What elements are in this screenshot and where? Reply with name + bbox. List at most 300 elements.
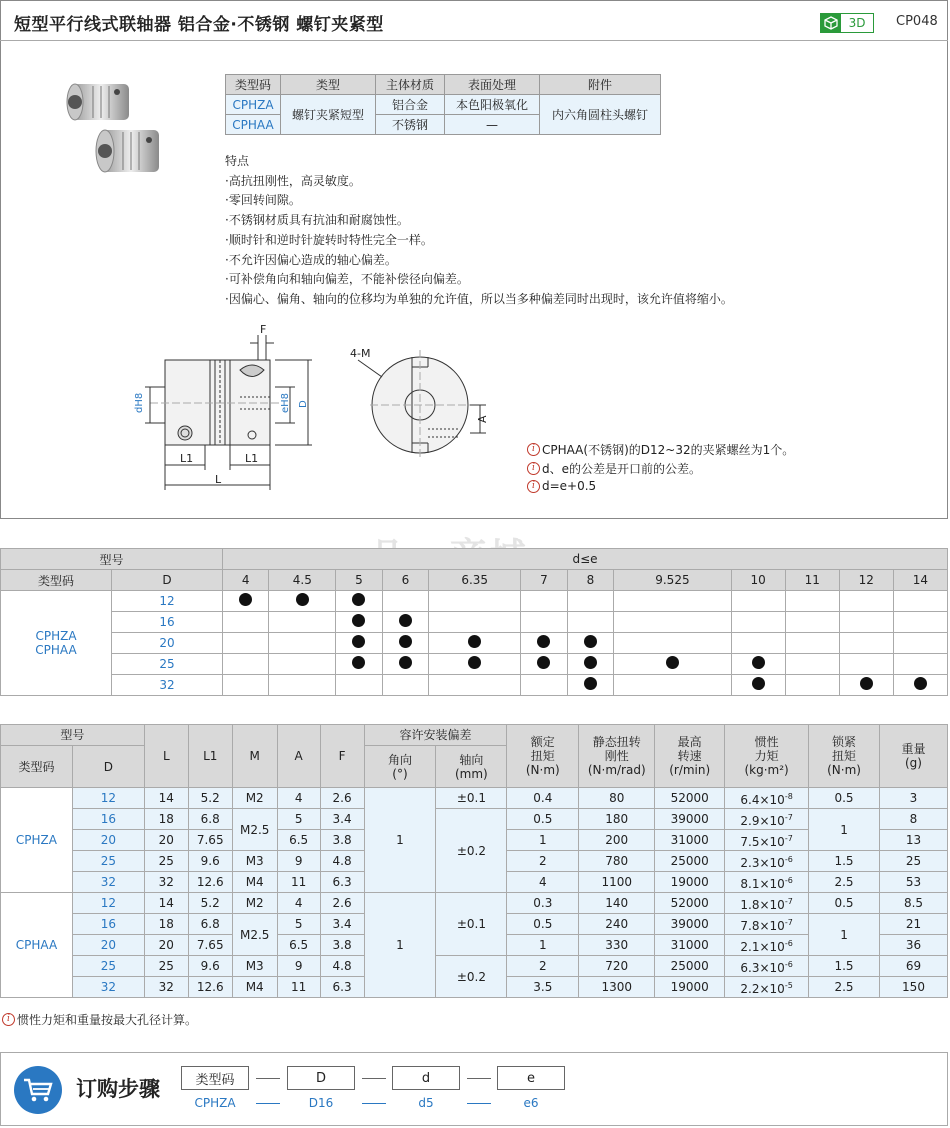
param-L1-cell: 12.6 — [188, 872, 232, 893]
spec-header-surface: 表面处理 — [445, 75, 540, 95]
info-icon: i — [527, 480, 540, 493]
param-L-cell: 20 — [144, 935, 188, 956]
param-torque-cell: 2 — [507, 851, 579, 872]
compat-cell — [521, 675, 567, 696]
order-value-d: d5 — [418, 1096, 434, 1110]
param-L1-cell: 7.65 — [188, 935, 232, 956]
param-L1-cell: 7.65 — [188, 830, 232, 851]
feature-item: ·顺时针和逆时针旋转时特性完全一样。 — [225, 232, 433, 247]
inertia-exponent: -7 — [784, 833, 793, 843]
param-F-header: F — [320, 725, 364, 788]
param-speed-header: 最高 转速 (r/min) — [655, 725, 725, 788]
order-title: 订购步骤 — [76, 1077, 160, 1101]
compat-cell — [429, 675, 521, 696]
compat-dot-mark — [352, 614, 365, 627]
inertia-mantissa: 2.3×10 — [740, 855, 785, 870]
inertia-mantissa: 1.8×10 — [740, 897, 785, 912]
param-A-cell: 5 — [277, 809, 320, 830]
compat-row — [1, 591, 948, 612]
param-static-cell: 240 — [579, 914, 655, 935]
param-lock-header: 锁紧 扭矩 (N·m) — [809, 725, 880, 788]
compat-cell — [893, 654, 947, 675]
order-connector — [256, 1078, 280, 1079]
param-lock-cell: 1.5 — [809, 956, 880, 977]
cart-icon — [14, 1066, 62, 1114]
spec-code-cell: CPHZA — [226, 95, 281, 115]
param-inertia-cell — [725, 893, 809, 914]
compat-d-value-header: 12 — [839, 570, 893, 591]
inertia-mantissa: 2.1×10 — [740, 939, 785, 954]
compat-cell — [429, 612, 521, 633]
inertia-mantissa: 6.4×10 — [740, 792, 785, 807]
param-model-header: 型号 — [1, 725, 145, 746]
compat-cell — [785, 654, 839, 675]
param-A-cell: 4 — [277, 788, 320, 809]
compat-d-value-header: 7 — [521, 570, 567, 591]
param-axial-header: 轴向 (mm) — [436, 746, 507, 788]
param-F-cell: 2.6 — [320, 788, 364, 809]
param-F-cell: 2.6 — [320, 893, 364, 914]
param-M-cell: M4 — [232, 977, 277, 998]
param-D-cell: 25 — [72, 851, 144, 872]
param-F-cell: 3.8 — [320, 830, 364, 851]
product-code: CP048 — [896, 14, 938, 29]
param-row — [1, 956, 948, 977]
param-speed-cell: 39000 — [655, 914, 725, 935]
order-value-D: D16 — [308, 1096, 334, 1110]
param-inertia-cell — [725, 851, 809, 872]
compat-cell — [567, 654, 613, 675]
param-D-cell: 16 — [72, 914, 144, 935]
compat-dot-mark — [752, 656, 765, 669]
param-angle-cell: 1 — [364, 788, 436, 893]
param-speed-cell: 31000 — [655, 830, 725, 851]
page-title: 短型平行线式联轴器 铝合金·不锈钢 螺钉夹紧型 — [14, 15, 384, 35]
param-speed-cell: 39000 — [655, 809, 725, 830]
param-M-cell: M3 — [232, 956, 277, 977]
dim-L1-left-label: L1 — [180, 452, 194, 465]
param-torque-cell: 0.5 — [507, 809, 579, 830]
compat-row — [1, 612, 948, 633]
compat-dot-mark — [352, 593, 365, 606]
order-connector — [467, 1078, 491, 1079]
features-heading: 特点 — [225, 154, 250, 168]
inertia-mantissa: 6.3×10 — [740, 960, 785, 975]
compat-dot-mark — [399, 635, 412, 648]
compat-cell — [731, 654, 785, 675]
compat-cell — [614, 633, 731, 654]
compat-cell — [567, 612, 613, 633]
compat-dot-mark — [537, 656, 550, 669]
param-torque-cell: 0.3 — [507, 893, 579, 914]
param-F-cell: 3.8 — [320, 935, 364, 956]
compat-model-header: 型号 — [1, 549, 223, 570]
param-static-header: 静态扭转 刚性 (N·m/rad) — [579, 725, 655, 788]
compat-cell — [893, 633, 947, 654]
param-weight-cell: 3 — [880, 788, 948, 809]
compat-dot-mark — [666, 656, 679, 669]
param-torque-cell: 1 — [507, 935, 579, 956]
param-weight-cell: 36 — [880, 935, 948, 956]
compat-d-value-header: 4.5 — [269, 570, 336, 591]
param-L1-cell: 6.8 — [188, 809, 232, 830]
inertia-exponent: -6 — [784, 959, 793, 969]
technical-drawing — [130, 325, 500, 500]
compat-d-value-header: 10 — [731, 570, 785, 591]
param-F-cell: 6.3 — [320, 977, 364, 998]
param-torque-cell: 3.5 — [507, 977, 579, 998]
spec-accessory-cell: 内六角圆柱头螺钉 — [540, 95, 661, 135]
compat-cell — [839, 675, 893, 696]
param-L-header: L — [144, 725, 188, 788]
compat-cell — [521, 654, 567, 675]
compat-cell — [731, 591, 785, 612]
compat-cell — [429, 591, 521, 612]
param-axial-cell: ±0.2 — [436, 809, 507, 893]
compat-dot-mark — [352, 656, 365, 669]
inertia-mantissa: 8.1×10 — [740, 876, 785, 891]
compat-D-cell: 25 — [112, 654, 223, 675]
param-M-cell: M2 — [232, 788, 277, 809]
param-typecode-cell: CPHAA — [1, 893, 73, 998]
param-M-cell: M4 — [232, 872, 277, 893]
cube-icon — [821, 14, 841, 32]
compat-cell — [429, 633, 521, 654]
compat-cell — [839, 633, 893, 654]
bore-compat-table — [0, 548, 948, 696]
param-L-cell: 25 — [144, 956, 188, 977]
param-axial-cell: ±0.1 — [436, 788, 507, 809]
param-inertia-cell — [725, 809, 809, 830]
param-A-cell: 9 — [277, 851, 320, 872]
feature-item: ·不允许因偏心造成的轴心偏差。 — [225, 252, 397, 267]
param-A-cell: 11 — [277, 977, 320, 998]
inertia-mantissa: 2.9×10 — [740, 813, 785, 828]
param-torque-cell: 0.4 — [507, 788, 579, 809]
compat-cell — [336, 654, 382, 675]
order-value-typecode: CPHZA — [194, 1096, 236, 1110]
features-list — [225, 152, 733, 310]
compat-cell — [223, 675, 269, 696]
title-divider — [0, 40, 948, 41]
param-weight-cell: 69 — [880, 956, 948, 977]
feature-item: ·可补偿角向和轴向偏差，不能补偿径向偏差。 — [225, 272, 469, 287]
param-torque-cell: 2 — [507, 956, 579, 977]
param-A-cell: 6.5 — [277, 935, 320, 956]
compat-cell — [223, 612, 269, 633]
param-L1-cell: 12.6 — [188, 977, 232, 998]
dim-L1-right-label: L1 — [245, 452, 259, 465]
param-A-cell: 5 — [277, 914, 320, 935]
note-row — [527, 479, 596, 493]
param-L-cell: 14 — [144, 893, 188, 914]
order-connector — [362, 1103, 386, 1104]
compat-dot-mark — [752, 677, 765, 690]
param-L1-cell: 5.2 — [188, 788, 232, 809]
inertia-exponent: -8 — [784, 791, 793, 801]
param-D-header: D — [72, 746, 144, 788]
param-torque-cell: 4 — [507, 872, 579, 893]
dim-d-label: dH8 — [134, 392, 145, 413]
param-D-cell: 12 — [72, 893, 144, 914]
info-icon: i — [2, 1013, 15, 1026]
feature-item: ·零回转间隙。 — [225, 193, 301, 208]
param-row — [1, 893, 948, 914]
parameter-table — [0, 724, 948, 998]
feature-item: ·因偏心、偏角、轴向的位移均为单独的允许值，所以当多种偏差同时出现时，该允许值将缩小。 — [225, 291, 733, 306]
footnote-text: 惯性力矩和重量按最大孔径计算。 — [17, 1013, 198, 1027]
compat-cell — [223, 633, 269, 654]
param-L-cell: 32 — [144, 977, 188, 998]
param-inertia-cell — [725, 935, 809, 956]
param-L1-header: L1 — [188, 725, 232, 788]
param-static-cell: 1100 — [579, 872, 655, 893]
compat-cell — [614, 612, 731, 633]
param-L1-cell: 9.6 — [188, 851, 232, 872]
compat-dot-mark — [296, 593, 309, 606]
param-L-cell: 14 — [144, 788, 188, 809]
param-weight-cell: 150 — [880, 977, 948, 998]
param-static-cell: 180 — [579, 809, 655, 830]
compat-cell — [893, 612, 947, 633]
compat-cell — [567, 675, 613, 696]
order-connector — [256, 1103, 280, 1104]
dim-D-label: D — [298, 400, 309, 408]
param-axial-cell: ±0.2 — [436, 956, 507, 998]
compat-d-value-header: 11 — [785, 570, 839, 591]
param-D-cell: 20 — [72, 935, 144, 956]
note-text: d、e的公差是开口前的公差。 — [542, 462, 702, 476]
param-L-cell: 25 — [144, 851, 188, 872]
param-D-cell: 20 — [72, 830, 144, 851]
inertia-exponent: -5 — [784, 980, 793, 990]
param-F-cell: 4.8 — [320, 851, 364, 872]
param-torque-cell: 0.5 — [507, 914, 579, 935]
param-D-cell: 32 — [72, 977, 144, 998]
compat-cell — [521, 591, 567, 612]
compat-cell — [521, 633, 567, 654]
param-inertia-cell — [725, 914, 809, 935]
param-L1-cell: 5.2 — [188, 893, 232, 914]
compat-cell — [731, 633, 785, 654]
order-connector — [362, 1078, 386, 1079]
compat-dot-mark — [399, 614, 412, 627]
param-static-cell: 80 — [579, 788, 655, 809]
param-speed-cell: 25000 — [655, 851, 725, 872]
compat-dot-mark — [468, 635, 481, 648]
compat-dot-mark — [584, 656, 597, 669]
param-D-cell: 25 — [72, 956, 144, 977]
param-static-cell: 720 — [579, 956, 655, 977]
compat-cell — [269, 654, 336, 675]
param-speed-cell: 19000 — [655, 872, 725, 893]
param-weight-header: 重量 (g) — [880, 725, 948, 788]
param-D-cell: 16 — [72, 809, 144, 830]
param-typecode-cell: CPHZA — [1, 788, 73, 893]
compat-D-cell: 16 — [112, 612, 223, 633]
param-speed-cell: 52000 — [655, 893, 725, 914]
note-row — [527, 460, 701, 477]
compat-cell — [336, 675, 382, 696]
param-static-cell: 200 — [579, 830, 655, 851]
param-torque-header: 额定 扭矩 (N·m) — [507, 725, 579, 788]
param-lock-cell: 0.5 — [809, 788, 880, 809]
inertia-exponent: -6 — [784, 938, 793, 948]
param-angle-cell: 1 — [364, 893, 436, 998]
param-weight-cell: 8.5 — [880, 893, 948, 914]
order-field-e: e — [497, 1066, 565, 1090]
compat-cell — [269, 675, 336, 696]
compat-D-header: D — [112, 570, 223, 591]
inertia-exponent: -7 — [784, 812, 793, 822]
compat-cell — [614, 591, 731, 612]
note-text: CPHAA(不锈钢)的D12~32的夹紧螺丝为1个。 — [542, 443, 795, 457]
spec-material-cell: 铝合金 — [376, 95, 445, 115]
compat-dot-mark — [399, 656, 412, 669]
param-lock-cell: 1 — [809, 914, 880, 956]
param-lock-cell: 2.5 — [809, 872, 880, 893]
param-inertia-header: 惯性 力矩 (kg·m²) — [725, 725, 809, 788]
param-lock-cell: 2.5 — [809, 977, 880, 998]
compat-cell — [893, 675, 947, 696]
param-D-cell: 32 — [72, 872, 144, 893]
param-L-cell: 32 — [144, 872, 188, 893]
dim-4M-label: 4-M — [350, 347, 371, 360]
compat-D-cell: 20 — [112, 633, 223, 654]
param-A-cell: 9 — [277, 956, 320, 977]
product-photo — [55, 78, 165, 188]
compat-cell — [223, 654, 269, 675]
param-torque-cell: 1 — [507, 830, 579, 851]
order-field-d: d — [392, 1066, 460, 1090]
compat-cell — [785, 675, 839, 696]
spec-header-accessory: 附件 — [540, 75, 661, 95]
param-speed-cell: 52000 — [655, 788, 725, 809]
compat-cell — [382, 591, 428, 612]
param-speed-cell: 31000 — [655, 935, 725, 956]
compat-d-value-header: 9.525 — [614, 570, 731, 591]
spec-code-cell: CPHAA — [226, 115, 281, 135]
spec-surface-cell: — — [445, 115, 540, 135]
param-row — [1, 788, 948, 809]
param-inertia-cell — [725, 872, 809, 893]
compat-typecode-header: 类型码 — [1, 570, 112, 591]
spec-type-cell: 螺钉夹紧短型 — [281, 95, 376, 135]
compat-cell — [382, 654, 428, 675]
param-F-cell: 4.8 — [320, 956, 364, 977]
note-text: d=e+0.5 — [542, 479, 597, 493]
param-tolerance-header: 容许安装偏差 — [364, 725, 507, 746]
param-L-cell: 20 — [144, 830, 188, 851]
param-M-header: M — [232, 725, 277, 788]
compat-D-cell: 12 — [112, 591, 223, 612]
param-F-cell: 6.3 — [320, 872, 364, 893]
param-L1-cell: 9.6 — [188, 956, 232, 977]
inertia-mantissa: 7.8×10 — [740, 918, 785, 933]
order-field-typecode: 类型码 — [181, 1066, 249, 1090]
compat-d-value-header: 4 — [223, 570, 269, 591]
compat-d-value-header: 6.35 — [429, 570, 521, 591]
inertia-exponent: -7 — [784, 896, 793, 906]
compat-cell — [336, 591, 382, 612]
inertia-exponent: -6 — [784, 875, 793, 885]
compat-D-cell: 32 — [112, 675, 223, 696]
spec-material-cell: 不锈钢 — [376, 115, 445, 135]
compat-dot-mark — [584, 635, 597, 648]
inertia-mantissa: 7.5×10 — [740, 834, 785, 849]
compat-cell — [521, 612, 567, 633]
compat-cell — [839, 612, 893, 633]
spec-header-material: 主体材质 — [376, 75, 445, 95]
dim-A-label: A — [476, 415, 489, 423]
compat-cell — [382, 675, 428, 696]
param-speed-cell: 19000 — [655, 977, 725, 998]
param-typecode-header: 类型码 — [1, 746, 73, 788]
compat-cell — [336, 612, 382, 633]
compat-cell — [785, 612, 839, 633]
param-lock-cell: 0.5 — [809, 893, 880, 914]
compat-cell — [839, 591, 893, 612]
param-D-cell: 12 — [72, 788, 144, 809]
compat-row — [1, 654, 948, 675]
spec-table — [225, 74, 661, 135]
param-M-cell: M2.5 — [232, 914, 277, 956]
info-icon: i — [527, 462, 540, 475]
feature-item: ·不锈钢材质具有抗油和耐腐蚀性。 — [225, 213, 409, 228]
note-row — [527, 441, 794, 458]
compat-d-value-header: 8 — [567, 570, 613, 591]
compat-cell — [269, 612, 336, 633]
compat-cell — [567, 633, 613, 654]
compat-d-value-header: 5 — [336, 570, 382, 591]
param-A-cell: 4 — [277, 893, 320, 914]
feature-item: ·高抗扭刚性，高灵敏度。 — [225, 173, 361, 188]
compat-row — [1, 675, 948, 696]
order-value-e: e6 — [523, 1096, 539, 1110]
param-M-cell: M3 — [232, 851, 277, 872]
inertia-mantissa: 2.2×10 — [740, 981, 785, 996]
param-F-cell: 3.4 — [320, 809, 364, 830]
compat-cell — [614, 654, 731, 675]
compat-row — [1, 633, 948, 654]
compat-typecode-cell — [1, 591, 112, 696]
param-F-cell: 3.4 — [320, 914, 364, 935]
param-inertia-cell — [725, 956, 809, 977]
param-static-cell: 780 — [579, 851, 655, 872]
compat-cell — [614, 675, 731, 696]
3d-label: 3D — [848, 16, 866, 30]
compat-dot-mark — [537, 635, 550, 648]
param-L1-cell: 6.8 — [188, 914, 232, 935]
3d-model-button[interactable] — [820, 13, 874, 33]
spec-header-type: 类型 — [281, 75, 376, 95]
compat-typecode: CPHAA — [35, 643, 77, 657]
param-static-cell: 330 — [579, 935, 655, 956]
dim-F-label: F — [260, 325, 267, 336]
compat-cell — [839, 654, 893, 675]
info-icon: i — [527, 443, 540, 456]
param-weight-cell: 25 — [880, 851, 948, 872]
param-L-cell: 18 — [144, 914, 188, 935]
compat-typecode: CPHZA — [35, 629, 77, 643]
param-M-cell: M2 — [232, 893, 277, 914]
compat-cell — [223, 591, 269, 612]
order-connector — [467, 1103, 491, 1104]
compat-dot-mark — [914, 677, 927, 690]
compat-d-value-header: 14 — [893, 570, 947, 591]
param-lock-cell: 1 — [809, 809, 880, 851]
compat-dot-mark — [468, 656, 481, 669]
